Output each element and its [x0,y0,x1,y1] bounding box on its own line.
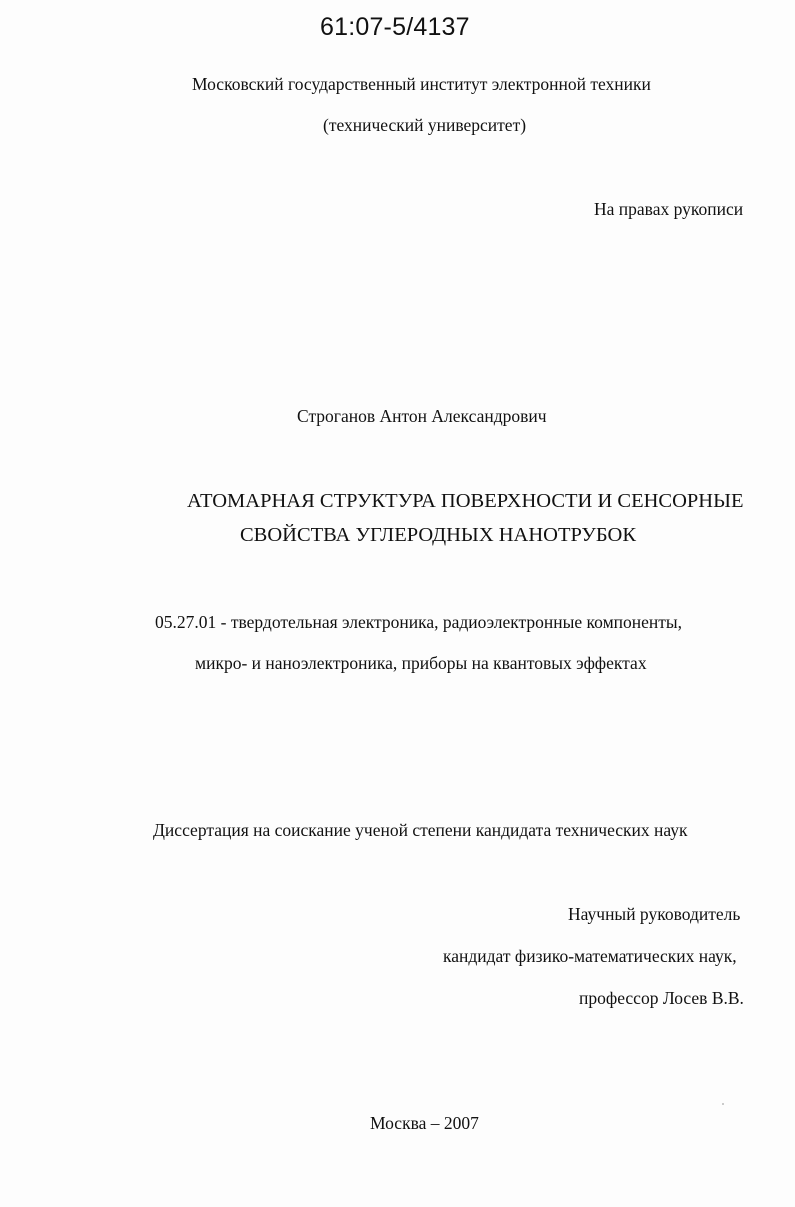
scan-speck [722,1103,724,1105]
supervisor-degree: кандидат физико-математических наук, [443,946,737,966]
catalog-number: 61:07-5/4137 [320,13,470,41]
supervisor-heading: Научный руководитель [568,904,741,924]
supervisor-name: профессор Лосев В.В. [579,988,744,1008]
specialty-line-1: 05.27.01 - твердотельная электроника, радиоэлектронные компоненты, [155,612,683,632]
institution-name: Московский государственный институт электронной техники [192,74,651,94]
author-name: Строганов Антон Александрович [297,406,547,426]
manuscript-note: На правах рукописи [594,199,744,219]
place-year: Москва – 2007 [370,1113,479,1133]
title-line-2: СВОЙСТВА УГЛЕРОДНЫХ НАНОТРУБОК [240,524,636,546]
institution-subtitle: (технический университет) [323,115,527,135]
title-line-1: АТОМАРНАЯ СТРУКТУРА ПОВЕРХНОСТИ И СЕНСОРНЫЕ [187,490,744,512]
degree-statement: Диссертация на соискание ученой степени кандидата технических наук [153,820,688,840]
specialty-line-2: микро- и наноэлектроника, приборы на квантовых эффектах [195,653,647,673]
